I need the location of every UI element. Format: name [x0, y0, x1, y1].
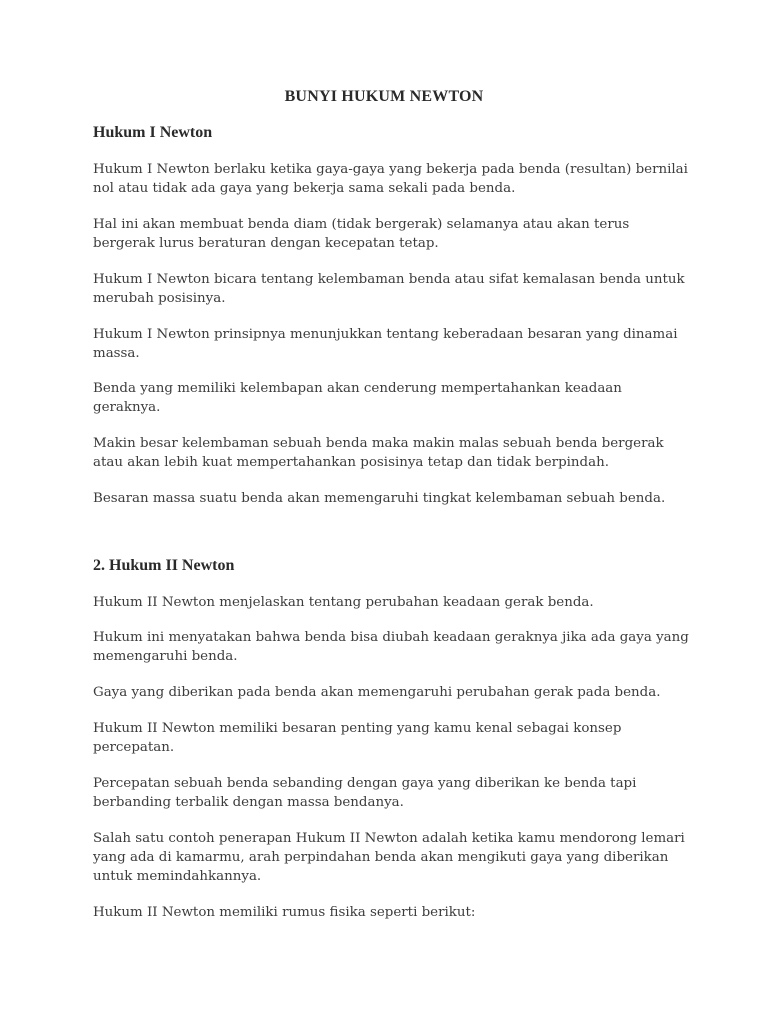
section-1-paragraph-4: Hukum I Newton prinsipnya menunjukkan tentang keberadaan besaran yang dinamai massa.	[93, 327, 678, 361]
section-1-paragraph-5: Benda yang memiliki kelembapan akan cenderung mempertahankan keadaan geraknya.	[93, 381, 622, 415]
section-2-paragraph-6: Salah satu contoh penerapan Hukum II Newton adalah ketika kamu mendorong lemari yang ada di kamarmu, arah perpindahan benda akan mengikuti gaya yang diberikan untuk memindahkannya.	[93, 831, 685, 884]
section-1-heading: Hukum I Newton	[93, 124, 213, 141]
section-2-paragraph-4: Hukum II Newton memiliki besaran penting yang kamu kenal sebagai konsep percepatan.	[93, 721, 622, 755]
section-1-paragraph-6: Makin besar kelembaman sebuah benda maka makin malas sebuah benda bergerak atau akan lebih kuat mempertahankan posisinya tetap dan tidak berpindah.	[93, 436, 664, 470]
section-1-paragraph-7: Besaran massa suatu benda akan memengaruhi tingkat kelembaman sebuah benda.	[93, 491, 666, 506]
document-title: BUNYI HUKUM NEWTON	[284, 88, 484, 105]
section-2-heading: 2. Hukum II Newton	[93, 557, 235, 574]
section-2-paragraph-1: Hukum II Newton menjelaskan tentang perubahan keadaan gerak benda.	[93, 595, 594, 610]
section-2-paragraph-5: Percepatan sebuah benda sebanding dengan gaya yang diberikan ke benda tapi berbanding terbalik dengan massa bendanya.	[93, 776, 637, 810]
section-2-paragraph-3: Gaya yang diberikan pada benda akan memengaruhi perubahan gerak pada benda.	[93, 685, 661, 700]
section-2-paragraph-7: Hukum II Newton memiliki rumus fisika seperti berikut:	[93, 905, 476, 920]
section-1-paragraph-3: Hukum I Newton bicara tentang kelembaman benda atau sifat kemalasan benda untuk merubah posisinya.	[93, 272, 685, 306]
section-1-paragraph-2: Hal ini akan membuat benda diam (tidak bergerak) selamanya atau akan terus bergerak lurus beraturan dengan kecepatan tetap.	[93, 217, 630, 251]
section-2-paragraph-2: Hukum ini menyatakan bahwa benda bisa diubah keadaan geraknya jika ada gaya yang memengaruhi benda.	[93, 630, 689, 664]
section-1-paragraph-1: Hukum I Newton berlaku ketika gaya-gaya yang bekerja pada benda (resultan) bernilai nol atau tidak ada gaya yang bekerja sama sekali pada benda.	[93, 162, 688, 196]
